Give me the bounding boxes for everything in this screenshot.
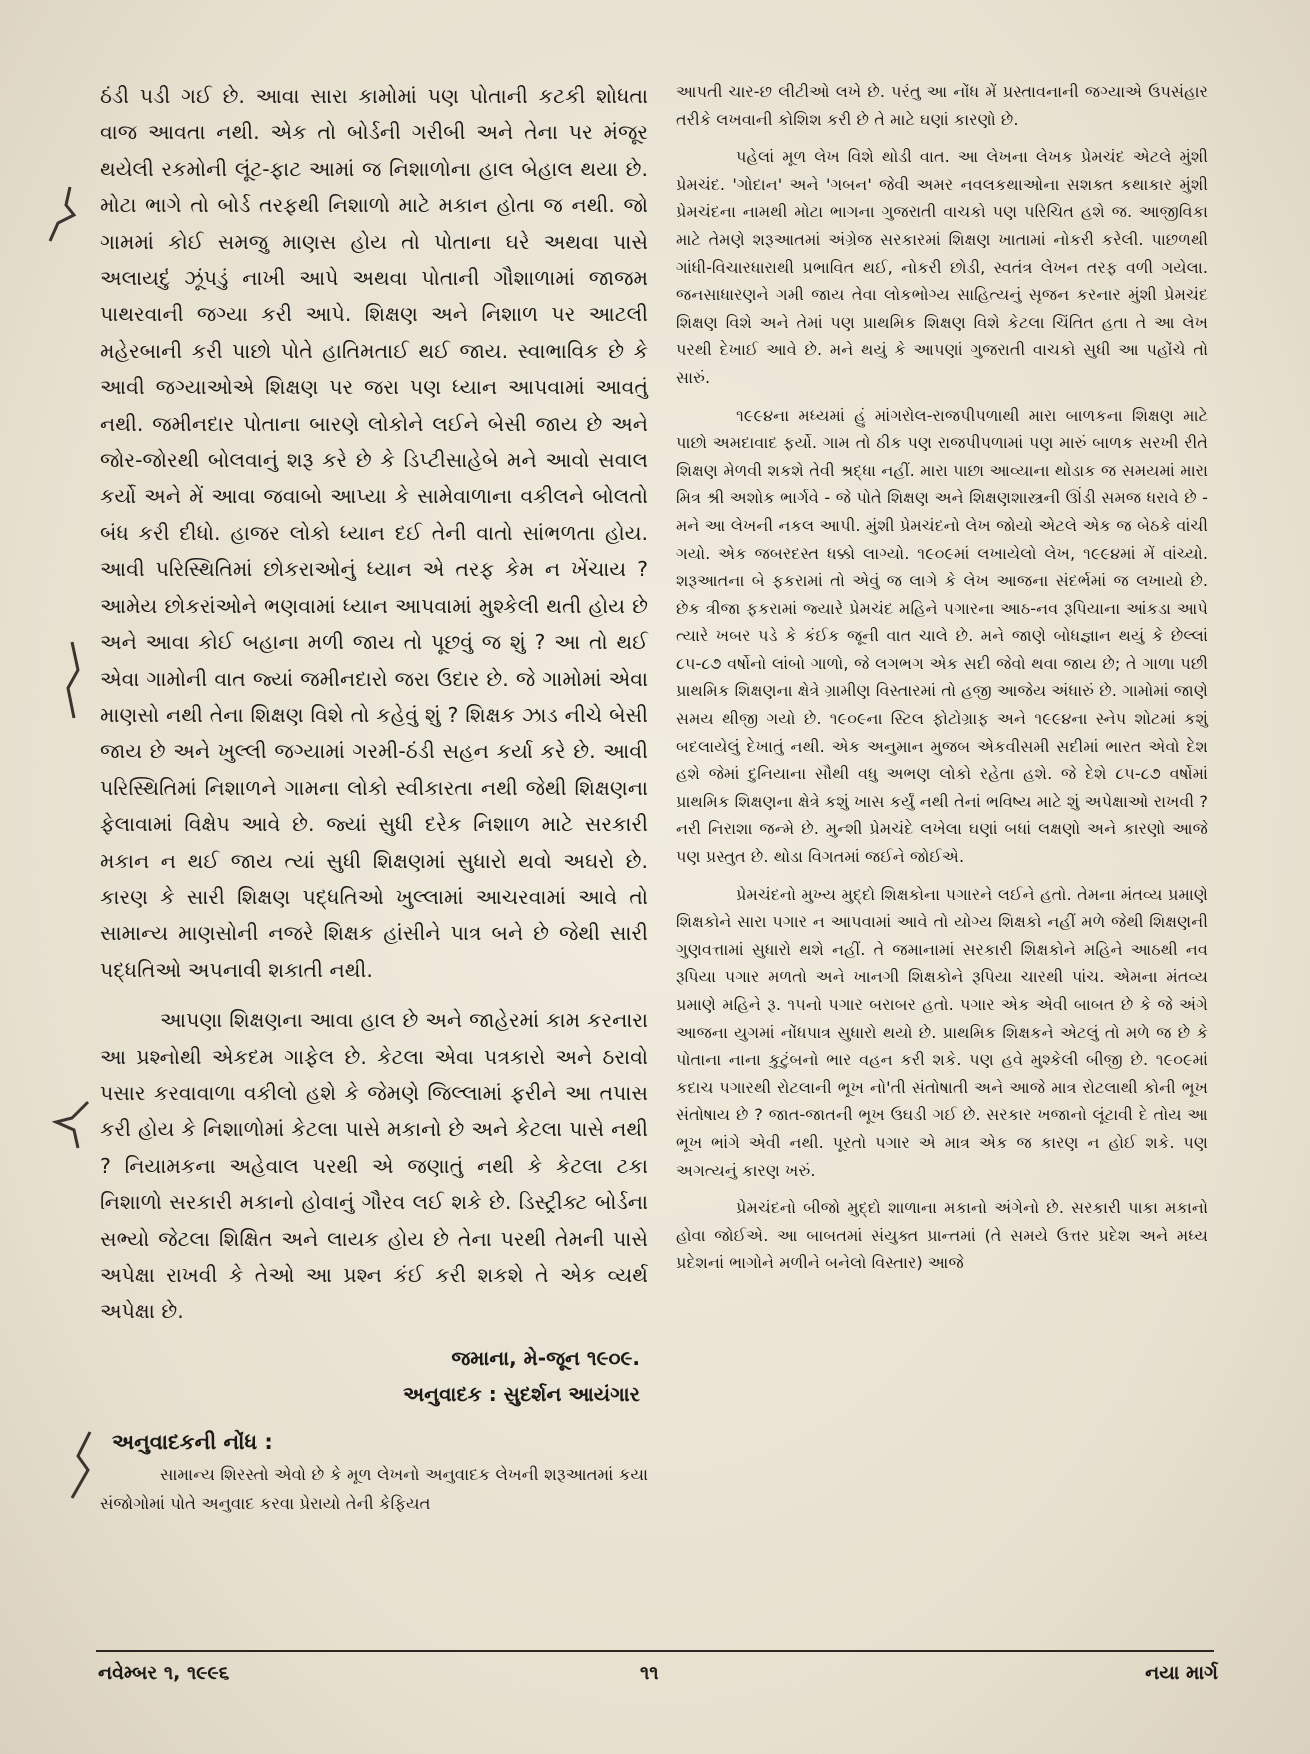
- footer-divider: [96, 1650, 1214, 1652]
- page-number: ૧૧: [640, 1662, 659, 1684]
- paper-tear-mark: [28, 185, 78, 245]
- paper-tear-mark: [60, 1430, 100, 1500]
- body-paragraph: આપણા શિક્ષણના આવા હાલ છે અને જાહેરમાં કામ કરનારા આ પ્રશ્નોથી એકદમ ગાફેલ છે. કેટલા એવા પત્રકારો અને ઠરાવો પસાર કરવાવાળા વકીલો હશે કે જેમણે જિલ્લામાં ફરીને આ તપાસ કરી હોય કે નિશાળોમાં કેટલા પાસે મકાનો છે અને કેટલા પાસે નથી ? નિયામકના અહેવાલ પરથી એ જણાતું નથી કે કેટલા ટકા નિશાળો સરકારી મકાનો હોવાનું ગૌરવ લઈ શકે છે. ડિસ્ટ્રીક્ટ બોર્ડના સભ્યો જેટલા શિક્ષિત અને લાયક હોય છે તેના પરથી તેમની પાસે અપેક્ષા રાખવી કે તેઓ આ પ્રશ્ન કંઈ કરી શકશે તે એક વ્યર્થ અપેક્ષા છે.: [100, 1008, 648, 1324]
- body-paragraph: ૧૯૯૪ના મધ્યમાં હું માંગરોલ-રાજપીપળાથી મારા બાળકના શિક્ષણ માટે પાછો અમદાવાદ ફર્યો. ગામ તો ઠીક પણ રાજપીપળામાં પણ મારું બાળક સરખી રીતે શિક્ષણ મેળવી શકશે તેવી શ્રદ્ધા નહીં. મારા પાછા આવ્યાના થોડાક જ સમયમાં મારા મિત્ર શ્રી અશોક ભાર્ગવે - જે પોતે શિક્ષણ અને શિક્ષણશાસ્ત્રની ઊંડી સમજ ધરાવે છે - મને આ લેખની નકલ આપી. મુંશી પ્રેમચંદનો લેખ જોયો એટલે એક જ બેઠકે વાંચી ગયો. એક જબરદસ્ત ધક્કો લાગ્યો. ૧૯૦૯માં લખાયેલો લેખ, ૧૯૯૪માં મેં વાંચ્યો. શરૂઆતના બે ફકરામાં તો એવું જ લાગે કે લેખ આજના સંદર્ભમાં જ લખાયો છે. છેક ત્રીજા ફકરામાં જ્યારે પ્રેમચંદ મહિને પગારના આઠ-નવ રૂપિયાના આંકડા આપે ત્યારે ખબર પડે કે કંઈક જૂની વાત ચાલે છે. મને જાણે બોધજ્ઞાન થયું કે છેલ્લાં ૮૫-૮૭ વર્ષોનો લાંબો ગાળો, જે લગભગ એક સદી જેવો થવા જાય છે; તે ગાળા પછી પ્રાથમિક શિક્ષણના ક્ષેત્રે ગ્રામીણ વિસ્તારમાં તો હજી આજેય અંધારું છે. ગામોમાં જાણે સમય થીજી ગયો છે. ૧૯૦૯ના સ્ટિલ ફોટોગ્રાફ અને ૧૯૯૪ના સ્નેપ શોટમાં કશું બદલાયેલું દેખાતું નથી. એક અનુમાન મુજબ એકવીસમી સદીમાં ભારત એવો દેશ હશે જેમાં દુનિયાના સૌથી વધુ અભણ લોકો રહેતા હશે. જે દેશે ૮૫-૮૭ વર્ષોમાં પ્રાથમિક શિક્ષણના ક્ષેત્રે કશું ખાસ કર્યું નથી તેનાં ભવિષ્ય માટે શું અપેક્ષાઓ રાખવી ? નરી નિરાશા જન્મે છે. મુન્શી પ્રેમચંદે લખેલા ઘણાં બધાં લક્ષણો અને કારણો આજે પણ પ્રસ્તુત છે. થોડા વિગતમાં જઈને જોઈએ.: [676, 405, 1208, 867]
- source-citation: જમાના, મે-જૂન ૧૯૦૯.: [451, 1345, 640, 1370]
- translator-credit: અનુવાદક : સુદર્શન આયંગાર: [403, 1381, 640, 1406]
- body-paragraph: પ્રેમચંદનો બીજો મુદ્દો શાળાના મકાનો અંગેનો છે. સરકારી પાકા મકાનો હોવા જોઈએ. આ બાબતમાં સંયુક્ત પ્રાન્તમાં (તે સમયે ઉત્તર પ્રદેશ અને મધ્ય પ્રદેશનાં ભાગોને મળીને બનેલો વિસ્તાર) આજે: [676, 1198, 1208, 1273]
- body-paragraph: પ્રેમચંદનો મુખ્ય મુદ્દો શિક્ષકોના પગારને લઈને હતો. તેમના મંતવ્ય પ્રમાણે શિક્ષકોને સારા પગાર ન આપવામાં આવે તો યોગ્ય શિક્ષકો નહીં મળે જેથી શિક્ષણની ગુણવત્તામાં સુધારો થશે નહીં. તે જમાનામાં સરકારી શિક્ષકોને મહિને આઠથી નવ રૂપિયા પગાર મળતો અને ખાનગી શિક્ષકોને રૂપિયા ચારથી પાંચ. એમના મંતવ્ય પ્રમાણે મહિને રૂ. ૧૫નો પગાર બરાબર હતો. પગાર એક એવી બાબત છે કે જે અંગે આજના યુગમાં નોંધપાત્ર સુધારો થયો છે. પ્રાથમિક શિક્ષકને એટલું તો મળે જ છે કે પોતાના નાના કુટુંબનો ભાર વહન કરી શકે. પણ હવે મુશ્કેલી બીજી છે. ૧૯૦૯માં કદાચ પગારથી રોટલાની ભૂખ નો'તી સંતોષાતી અને આજે માત્ર રોટલાથી કોની ભૂખ સંતોષાય છે ? જાત-જાતની ભૂખ ઉઘડી ગઈ છે. સરકાર ખજાનો લૂંટાવી દે તોય આ ભૂખ ભાંગે એવી નથી. પૂરતો પગાર એ માત્ર એક જ કારણ ન હોઈ શકે. પણ અગત્યનું કારણ ખરું.: [676, 884, 1208, 1180]
- translator-note-text: સામાન્ય શિરસ્તો એવો છે કે મૂળ લેખનો અનુવાદક લેખની શરૂઆતમાં કયા સંજોગોમાં પોતે અનુવાદ કરવા પ્રેરાયો તેની કેફિયત: [100, 1465, 648, 1514]
- body-paragraph: આપતી ચાર-છ લીટીઓ લખે છે. પરંતુ આ નોંધ મેં પ્રસ્તાવનાની જગ્યાએ ઉપસંહાર તરીકે લખવાની કોશિશ કરી છે તે માટે ઘણાં કારણો છે.: [676, 82, 1208, 129]
- body-paragraph: ઠંડી પડી ગઈ છે. આવા સારા કામોમાં પણ પોતાની કટકી શોધતા વાજ આવતા નથી. એક તો બોર્ડની ગરીબી અને તેના પર મંજૂર થયેલી રકમોની લૂંટ-ફાટ આમાં જ નિશાળોના હાલ બેહાલ થયા છે. મોટા ભાગે તો બોર્ડ તરફથી નિશાળો માટે મકાન હોતા જ નથી. જો ગામમાં કોઈ સમજુ માણસ હોય તો પોતાના ઘરે અથવા પાસે અલાયદું ઝૂંપડું નાખી આપે અથવા પોતાની ગૌશાળામાં જાજમ પાથરવાની જગ્યા કરી આપે. શિક્ષણ અને નિશાળ પર આટલી મહેરબાની કરી પાછો પોતે હાતિમતાઈ થઈ જાય. સ્વાભાવિક છે કે આવી જગ્યાઓએ શિક્ષણ પર જરા પણ ધ્યાન આપવામાં આવતું નથી. જમીનદાર પોતાના બારણે લોકોને લઈને બેસી જાય છે અને જોર-જોરથી બોલવાનું શરૂ કરે છે કે ડિપ્ટીસાહેબે મને આવો સવાલ કર્યો અને મેં આવા જવાબો આપ્યા કે સામેવાળાના વકીલને બોલતો બંધ કરી દીધો. હાજર લોકો ધ્યાન દઈ તેની વાતો સાંભળતા હોય. આવી પરિસ્થિતિમાં છોકરાઓનું ધ્યાન એ તરફ કેમ ન ખેંચાય ? આમેય છોકરાંઓને ભણવામાં ધ્યાન આપવામાં મુશ્કેલી થતી હોય છે અને આવા કોઈ બહાના મળી જાય તો પૂછવું જ શું ? આ તો થઈ એવા ગામોની વાત જ્યાં જમીનદારો જરા ઉદાર છે. જે ગામોમાં એવા માણસો નથી તેના શિક્ષણ વિશે તો કહેવું શું ? શિક્ષક ઝાડ નીચે બેસી જાય છે અને ખુલ્લી જગ્યામાં ગરમી-ઠંડી સહન કર્યા કરે છે. આવી પરિસ્થિતિમાં નિશાળને ગામના લોકો સ્વીકારતા નથી જેથી શિક્ષણના ફેલાવામાં વિક્ષેપ આવે છે. જ્યાં સુધી દરેક નિશાળ માટે સરકારી મકાન ન થઈ જાય ત્યાં સુધી શિક્ષણમાં સુધારો થવો અઘરો છે. કારણ કે સારી શિક્ષણ પદ્ધતિઓ ખુલ્લામાં આચરવામાં આવે તો સામાન્ય માણસોની નજરે શિક્ષક હાંસીને પાત્ર બને છે જેથી સારી પદ્ધતિઓ અપનાવી શકાતી નથી.: [100, 84, 648, 982]
- paper-tear-mark: [52, 640, 92, 720]
- translator-note-heading: અનુવાદકની નોંધ :: [112, 1429, 273, 1454]
- right-column: [676, 78, 1208, 1277]
- publication-name: નયા માર્ગ: [1145, 1662, 1218, 1684]
- left-column: [100, 78, 648, 1518]
- issue-date: નવેમ્બર ૧, ૧૯૯૬: [98, 1662, 230, 1684]
- body-paragraph: પહેલાં મૂળ લેખ વિશે થોડી વાત. આ લેખના લેખક પ્રેમચંદ એટલે મુંશી પ્રેમચંદ. 'ગોદાન' અને 'ગબન' જેવી અમર નવલકથાઓના સશક્ત કથાકાર મુંશી પ્રેમચંદના નામથી મોટા ભાગના ગુજરાતી વાચકો પણ પરિચિત હશે જ. આજીવિકા માટે તેમણે શરૂઆતમાં અંગ્રેજ સરકારમાં શિક્ષણ ખાતામાં નોકરી કરેલી. પાછળથી ગાંધી-વિચારધારાથી પ્રભાવિત થઈ, નોકરી છોડી, સ્વતંત્ર લેખન તરફ વળી ગયેલા. જનસાધારણને ગમી જાય તેવા લોકભોગ્ય સાહિત્યનું સૃજન કરનાર મુંશી પ્રેમચંદ શિક્ષણ વિશે અને તેમાં પણ પ્રાથમિક શિક્ષણ વિશે કેટલા ચિંતિત હતા તે આ લેખ પરથી દેખાઈ આવે છે. મને થયું કે આપણાં ગુજરાતી વાચકો સુધી આ પહોંચે તો સારું.: [676, 147, 1208, 387]
- paper-tear-mark: [52, 1100, 92, 1150]
